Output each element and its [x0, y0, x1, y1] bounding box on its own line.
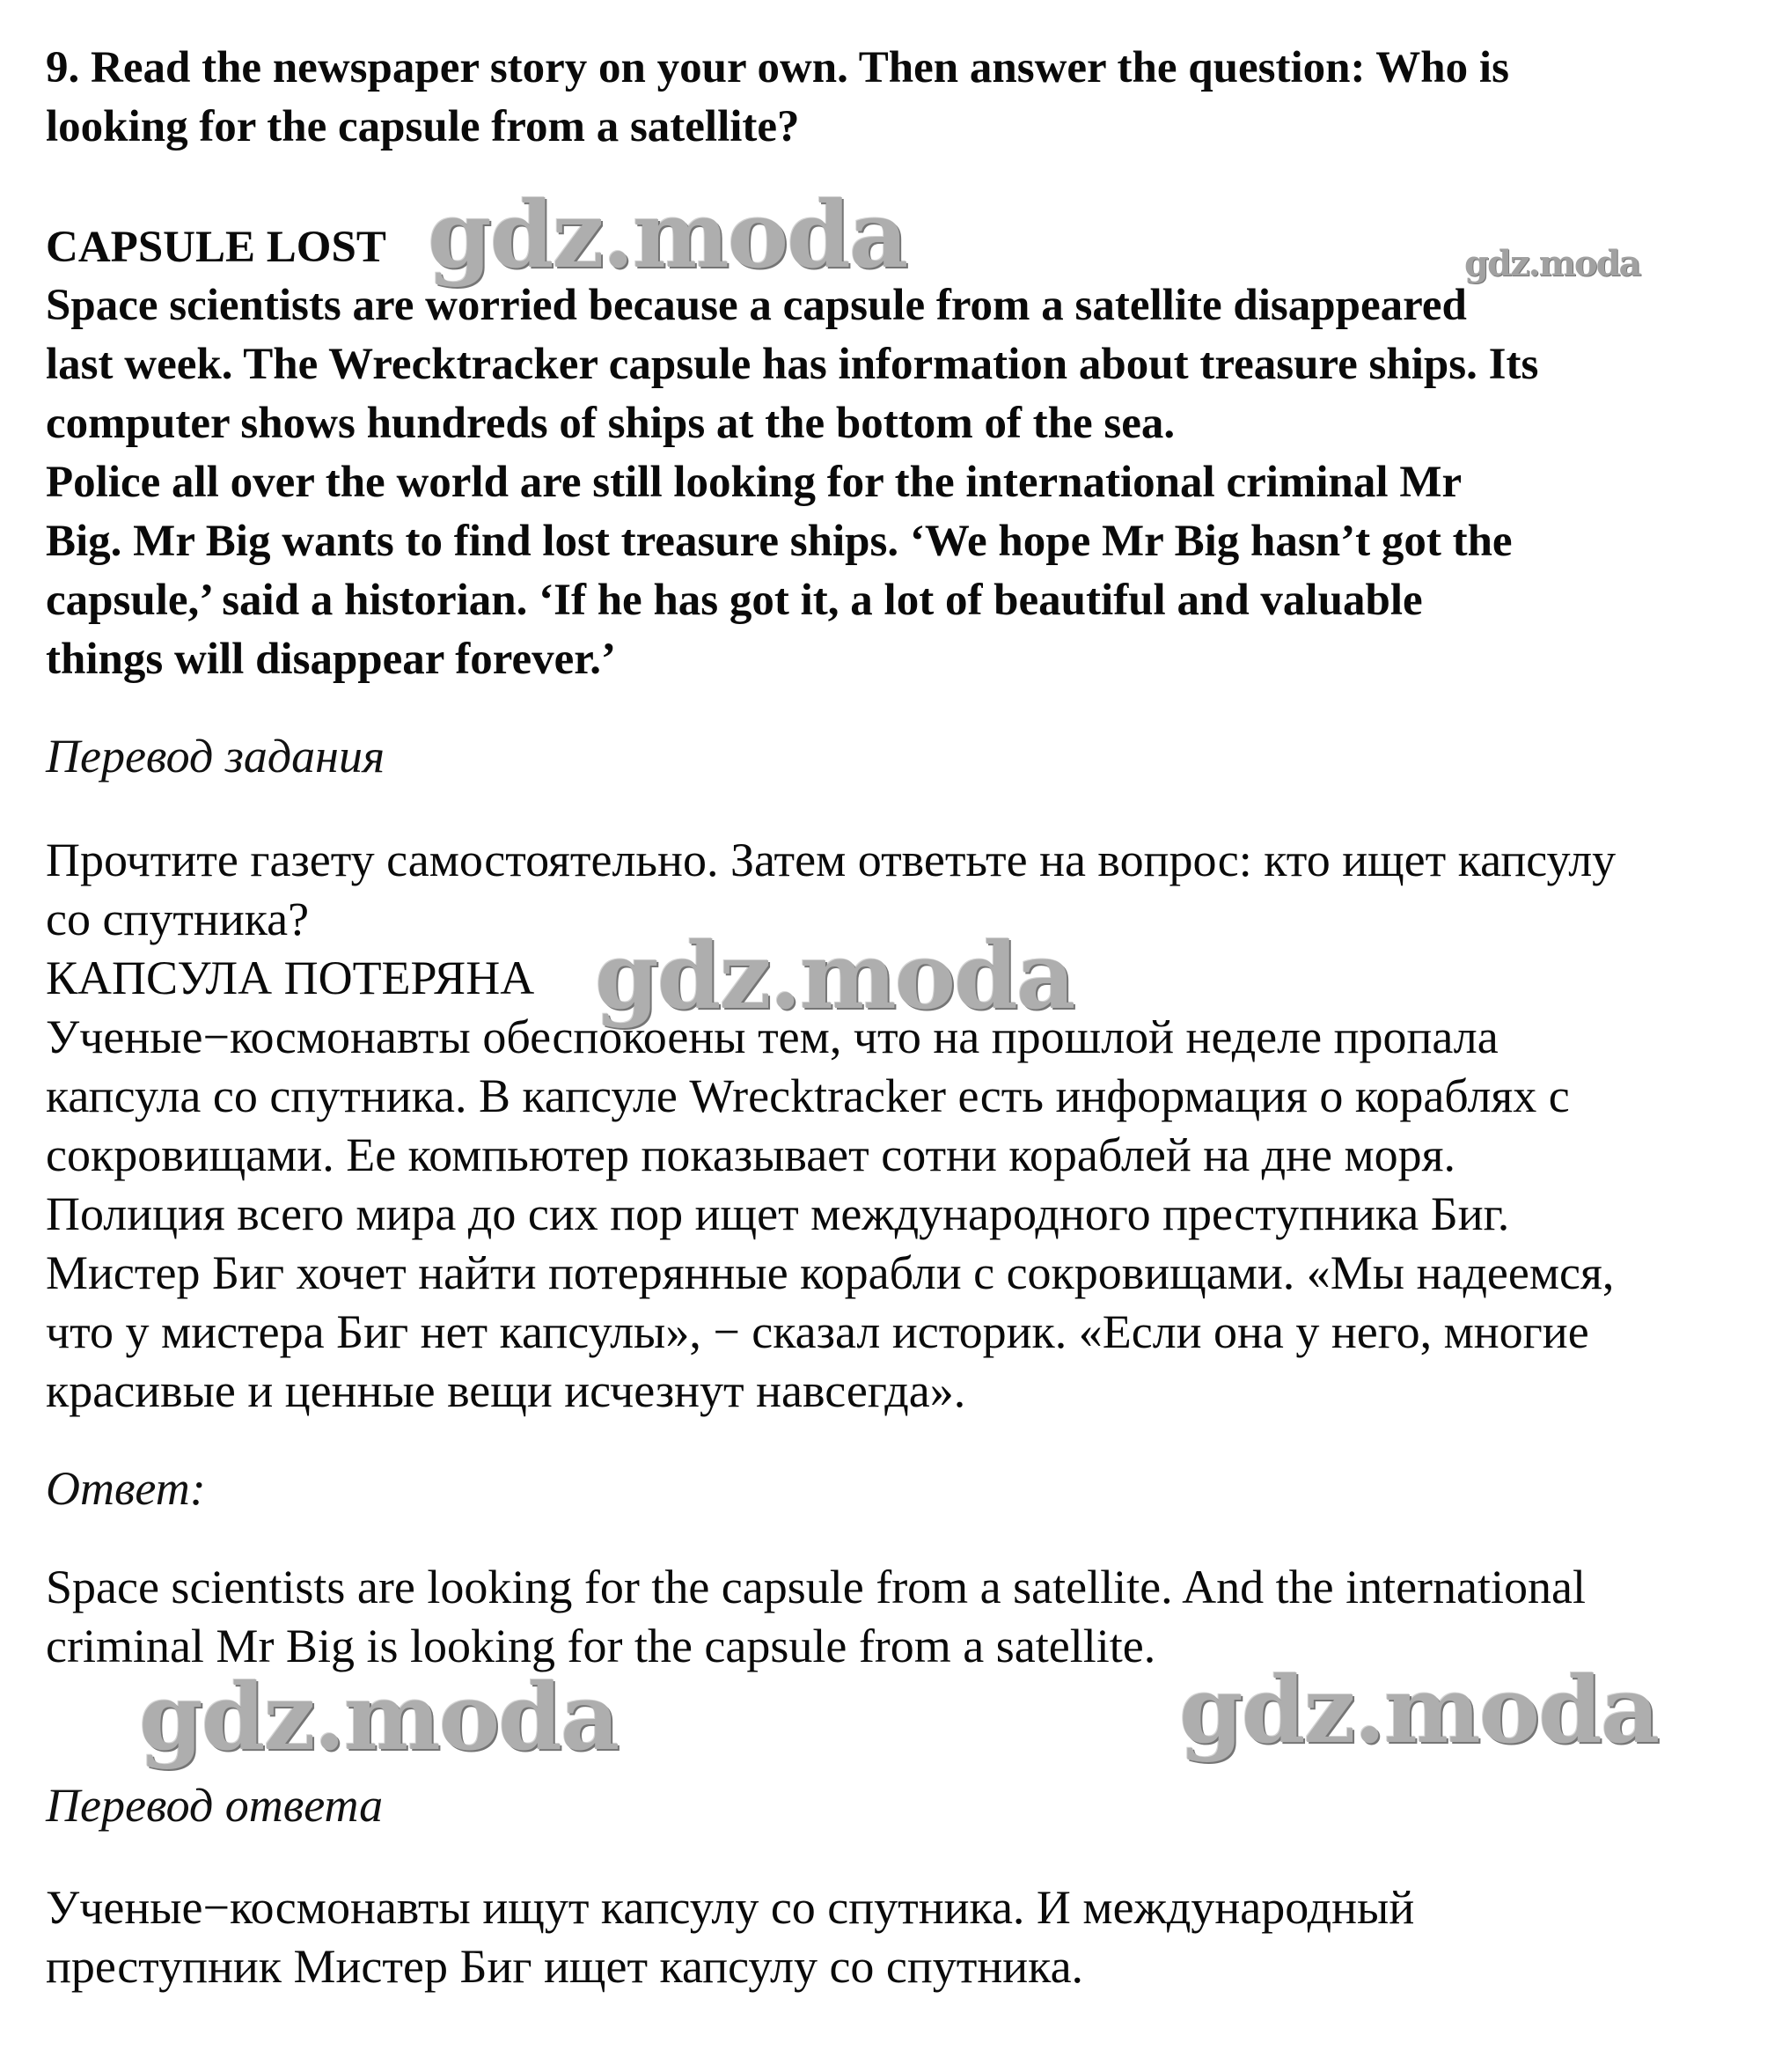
story-body: [46, 276, 1753, 689]
answer-heading-block: [46, 1459, 1753, 1518]
story-line: things will disappear forever.’: [46, 635, 616, 684]
story-line: Space scientists are worried because a capsule from a satellite disappeared: [46, 281, 1467, 330]
translation-line: Мистер Биг хочет найти потерянные корабли с сокровищами. «Мы надеемся,: [46, 1246, 1615, 1299]
task-translation-text: [46, 831, 1753, 1421]
story-line: last week. The Wrecktracker capsule has information about treasure ships. Its: [46, 340, 1539, 389]
story-line: capsule,’ said a historian. ‘If he has got it, a lot of beautiful and valuable: [46, 576, 1423, 625]
answer-line: Space scientists are looking for the capsule from a satellite. And the international: [46, 1561, 1586, 1613]
translation-line: капсула со спутника. В капсуле Wrecktracker есть информация о кораблях с: [46, 1069, 1570, 1122]
story-line: Police all over the world are still looking for the international criminal Mr: [46, 458, 1463, 507]
task-line: 9. Read the newspaper story on your own. Then answer the question: Who is: [46, 43, 1509, 92]
translation-line: Полиция всего мира до сих пор ищет международного преступника Биг.: [46, 1187, 1510, 1240]
translation-line: сокровищами. Ее компьютер показывает сотни кораблей на дне моря.: [46, 1128, 1456, 1181]
watermark: gdz.moda: [428, 180, 907, 289]
translation-line: Прочтите газету самостоятельно. Затем ответьте на вопрос: кто ищет капсулу: [46, 834, 1617, 886]
story-line: computer shows hundreds of ships at the bottom of the sea.: [46, 399, 1176, 448]
watermark: gdz.moda: [595, 922, 1074, 1030]
translation-title: КАПСУЛА ПОТЕРЯНА: [46, 952, 535, 1004]
translation-line: что у мистера Биг нет капсулы», − сказал историк. «Если она у него, многие: [46, 1305, 1589, 1358]
watermark: gdz.moda: [139, 1663, 619, 1771]
task-translation-heading-block: [46, 727, 1753, 786]
translation-line: со спутника?: [46, 893, 310, 945]
task-statement: [46, 39, 1753, 157]
answer-line: criminal Mr Big is looking for the capsule from a satellite.: [46, 1620, 1156, 1672]
story-line: Big. Mr Big wants to find lost treasure ships. ‘We hope Mr Big hasn’t got the: [46, 517, 1513, 566]
answer-translation-heading-block: [46, 1776, 1753, 1835]
answer-heading: Ответ:: [46, 1462, 206, 1515]
watermark: gdz.moda: [1179, 1656, 1659, 1764]
answer-translation-line: Ученые−космонавты ищут капсулу со спутника. И международный: [46, 1881, 1415, 1934]
task-translation-heading: Перевод задания: [46, 730, 385, 783]
translation-line: красивые и ценные вещи исчезнут навсегда».: [46, 1364, 966, 1417]
answer-translation-heading: Перевод ответа: [46, 1779, 384, 1832]
watermark-small: gdz.moda: [1464, 243, 1640, 284]
answer-translation-text: [46, 1878, 1753, 1996]
task-line: looking for the capsule from a satellite?: [46, 102, 800, 151]
answer-translation-line: преступник Мистер Биг ищет капсулу со спутника.: [46, 1940, 1084, 1993]
story-title: CAPSULE LOST: [46, 223, 386, 272]
translation-line: Ученые−космонавты обеспокоены тем, что на прошлой неделе пропала: [46, 1010, 1499, 1063]
